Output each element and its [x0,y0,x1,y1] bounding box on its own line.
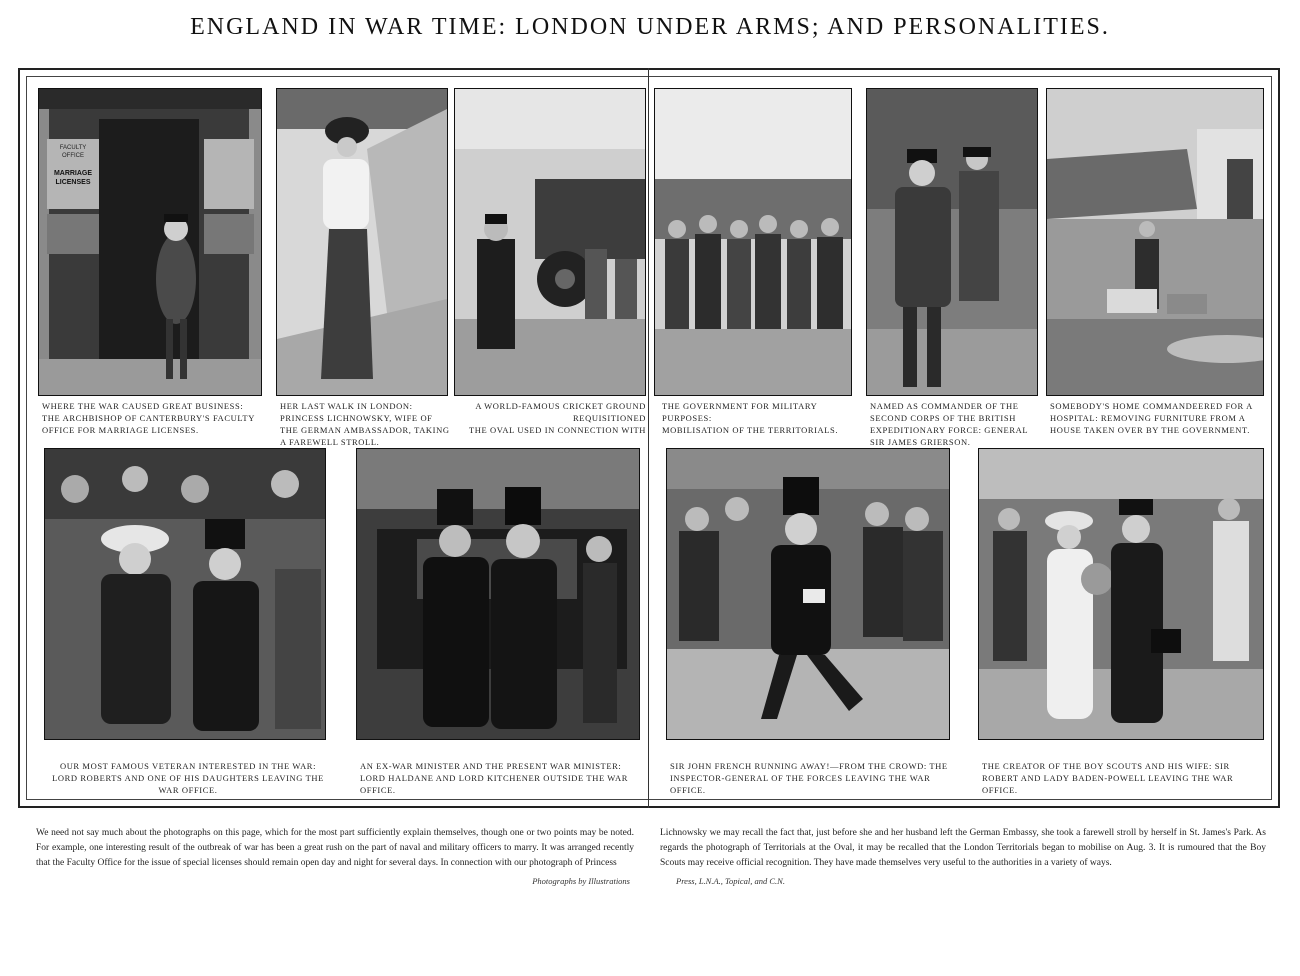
caption-faculty-office: WHERE THE WAR CAUSED GREAT BUSINESS: THE ARCHBISHOP OF CANTERBURY'S FACULTY OFFICE FOR MARRIAGE LICENSES. [42,401,255,435]
body-text-left: We need not say much about the photographs on this page, which for the most part sufficiently explain themselves, though one or two points may be noted. For example, one interesting result of the outbreak of war has been a great rush on the part of naval and military officers to marry. It was arranged recently that the Faculty Office for the issue of special licenses should remain open day and night for several days. In connection with our photograph of Princess [36,828,634,868]
caption-oval-right-block [662,400,852,436]
caption-oval-right-2: MOBILISATION OF THE TERRITORIALS. [662,425,839,435]
caption-oval-left-1: A WORLD-FAMOUS CRICKET GROUND REQUISITIONED [475,401,646,423]
caption-princess-lichnowsky: HER LAST WALK IN LONDON: PRINCESS LICHNOWSKY, WIFE OF THE GERMAN AMBASSADOR, TAKING A FAREWELL STROLL. [280,401,450,447]
photo-john-french [666,448,950,740]
faculty-office-sign-mid: MARRIAGE LICENSES [53,170,93,186]
caption-haldane-kitchener: AN EX-WAR MINISTER AND THE PRESENT WAR MINISTER: LORD HALDANE AND LORD KITCHENER OUTSIDE THE WAR OFFICE. [360,761,628,795]
caption-oval-right-1: THE GOVERNMENT FOR MILITARY PURPOSES: [662,401,818,423]
caption-hospital-house: SOMEBODY'S HOME COMMANDEERED FOR A HOSPITAL: REMOVING FURNITURE FROM A HOUSE TAKEN OVER BY THE GOVERNMENT. [1050,401,1253,435]
photo-hospital-house [1046,88,1264,396]
photo-oval-right [654,88,852,396]
caption-lord-roberts: OUR MOST FAMOUS VETERAN INTERESTED IN THE WAR: LORD ROBERTS AND ONE OF HIS DAUGHTERS LEAVING THE WAR OFFICE. [52,761,324,795]
caption-baden-powell: THE CREATOR OF THE BOY SCOUTS AND HIS WIFE: SIR ROBERT AND LADY BADEN-POWELL LEAVING THE WAR OFFICE. [982,761,1234,795]
caption-john-french: SIR JOHN FRENCH RUNNING AWAY!—FROM THE CROWD: THE INSPECTOR-GENERAL OF THE FORCES LEAVING THE WAR OFFICE. [670,761,948,795]
photo-haldane-kitchener [356,448,640,740]
photo-princess-lichnowsky [276,88,448,396]
photo-lord-roberts [44,448,326,740]
caption-general-grierson: NAMED AS COMMANDER OF THE SECOND CORPS OF THE BRITISH EXPEDITIONARY FORCE: GENERAL SIR JAMES GRIERSON. [870,401,1028,447]
page-gutter [648,68,649,808]
photo-baden-powell [978,448,1264,740]
credit-left: Photographs by Illustrations [532,876,630,886]
faculty-office-sign-top: FACULTY OFFICE [59,145,87,159]
caption-oval-left-2: THE OVAL USED IN CONNECTION WITH [469,425,646,435]
caption-oval-left-block [466,400,646,436]
body-text-right: Lichnowsky we may recall the fact that, just before she and her husband left the German Embassy, she took a farewell stroll by herself in St. James's Park. As regards the photograph of Territorials at the Oval, it may be recalled that the London Territorials began to mobilise on Aug. 3. It is rumoured that the Boy Scouts may receive official recognition. They have made themselves very useful to the authorities in a variety of ways. [660,828,1266,868]
photo-oval-left [454,88,646,396]
photo-faculty-office [38,88,262,396]
credit-right: Press, L.N.A., Topical, and C.N. [676,876,785,886]
page-title: ENGLAND IN WAR TIME: LONDON UNDER ARMS; AND PERSONALITIES. [190,14,1110,40]
photo-general-grierson [866,88,1038,396]
